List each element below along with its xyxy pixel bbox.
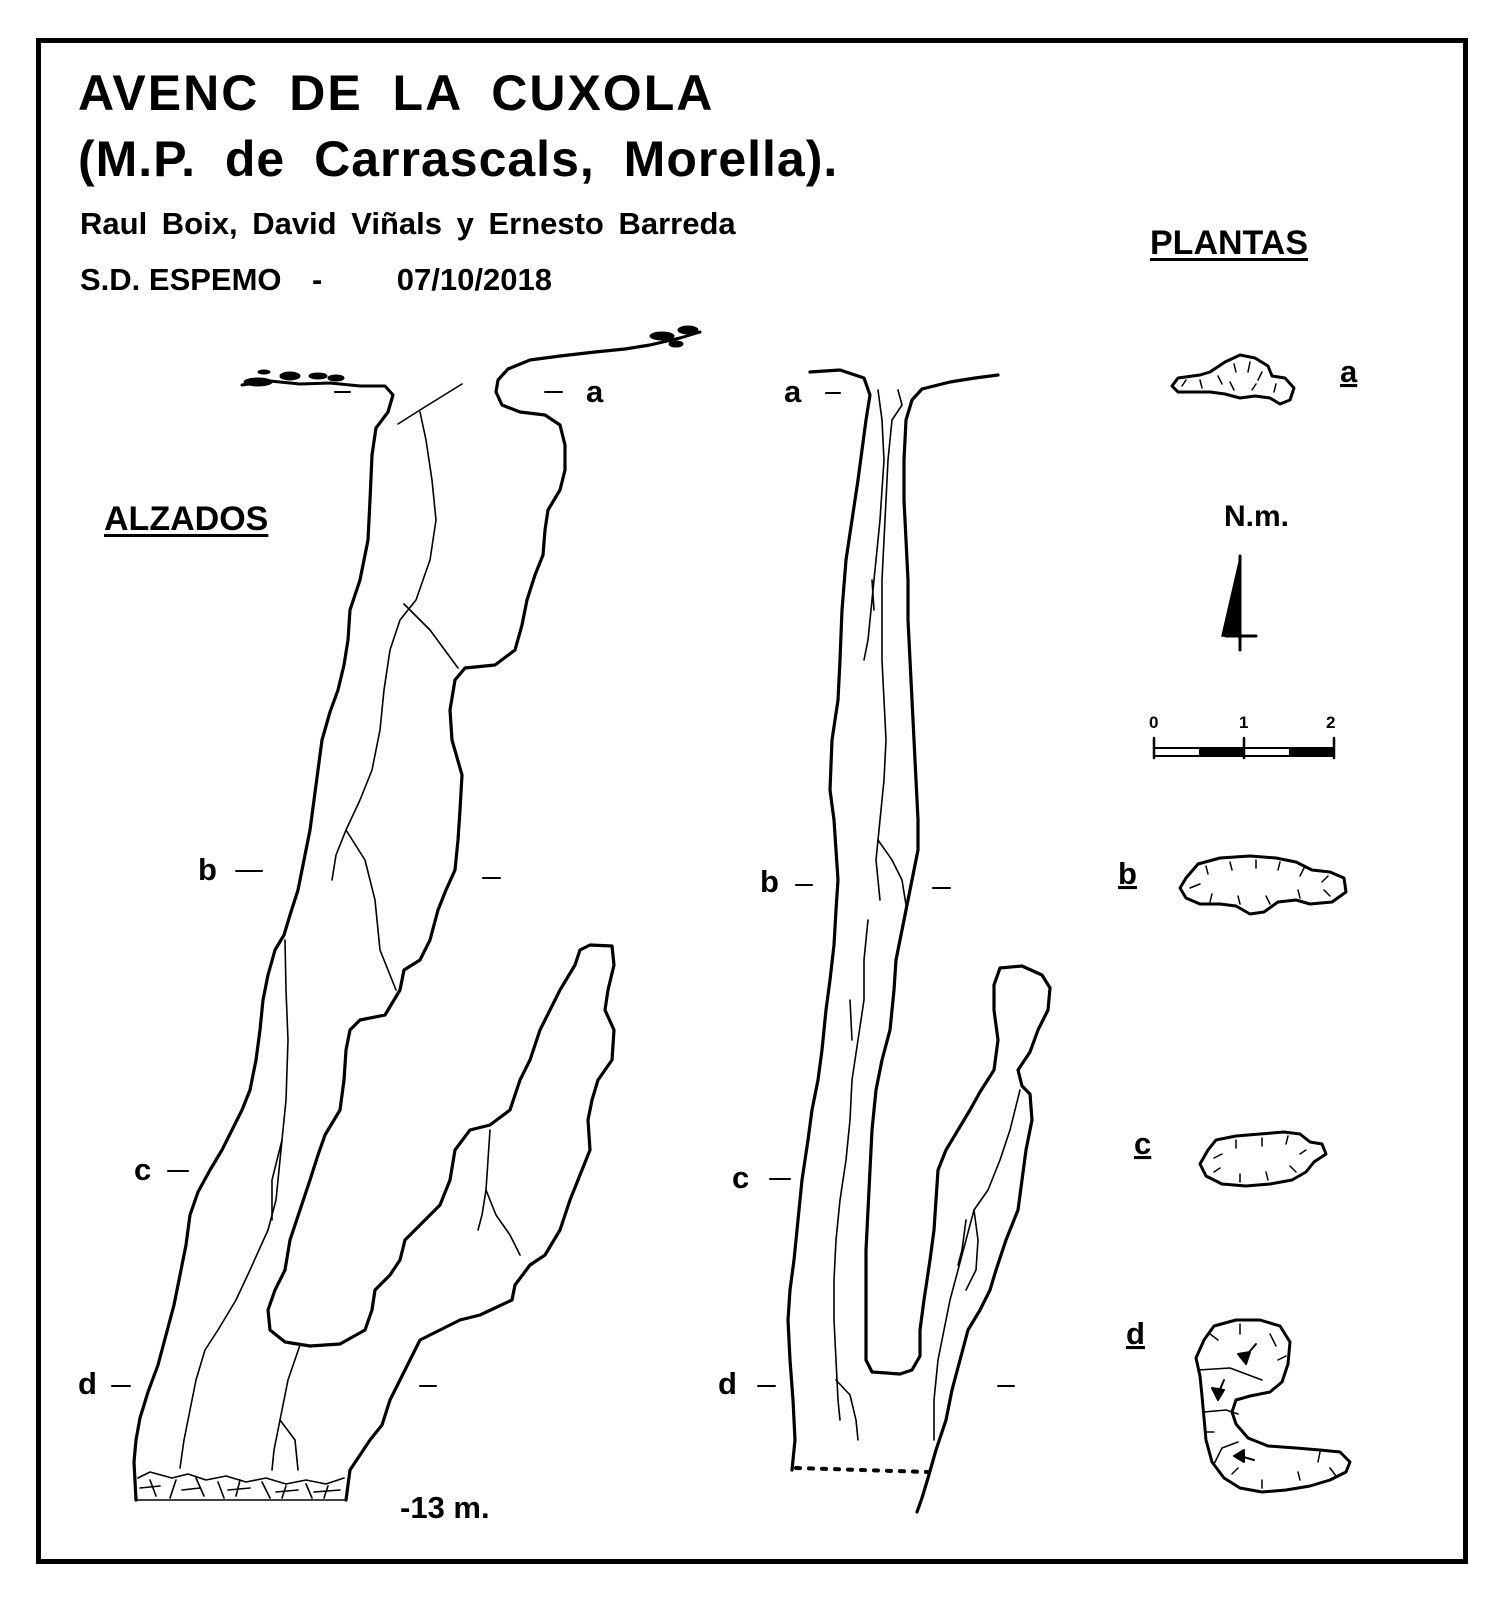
elevation-left-details — [180, 384, 520, 1470]
plan-d — [1196, 1320, 1350, 1492]
elev-left-section-c: c — [134, 1152, 152, 1187]
plan-label-d: d — [1126, 1316, 1145, 1351]
elev-mid-section-c: c — [732, 1160, 750, 1195]
north-arrow-icon — [1222, 556, 1256, 650]
floor-rubble — [136, 1472, 344, 1500]
north-label: N.m. — [1224, 500, 1290, 533]
plan-a — [1172, 355, 1294, 404]
club-name: S.D. ESPEMO — [80, 262, 282, 297]
scale-tick-2: 2 — [1326, 713, 1336, 732]
elev-mid-section-a: a — [784, 374, 802, 409]
elevation-middle-inner-wall — [866, 375, 1050, 1512]
plan-b — [1180, 856, 1346, 914]
elevation-left — [112, 326, 700, 1500]
scale-tick-1: 1 — [1239, 713, 1249, 732]
elev-left-section-d: d — [78, 1366, 97, 1401]
wall-left-inner — [268, 338, 680, 1500]
elev-left-section-b: b — [198, 852, 217, 887]
elevation-middle — [758, 370, 1050, 1512]
elev-mid-section-d: d — [718, 1366, 737, 1401]
plan-label-c: c — [1134, 1126, 1152, 1161]
plans-label: PLANTAS — [1150, 224, 1309, 262]
elev-mid-section-b: b — [760, 864, 779, 899]
survey-date: 07/10/2018 — [396, 262, 552, 297]
scale-tick-0: 0 — [1149, 713, 1159, 732]
plan-label-b: b — [1118, 856, 1137, 891]
plan-label-a: a — [1340, 354, 1358, 389]
survey-location: (M.P. de Carrascals, Morella). — [78, 131, 839, 187]
floor-dotted-line — [796, 1468, 928, 1472]
depth-label: -13 m. — [400, 1490, 490, 1525]
plan-c — [1200, 1132, 1326, 1186]
scale-bar — [1154, 738, 1334, 758]
club-date-separator: - — [312, 262, 323, 297]
survey-authors: Raul Boix, David Viñals y Ernesto Barreda — [80, 206, 736, 241]
survey-title: AVENC DE LA CUXOLA — [78, 65, 715, 121]
elev-left-section-a: a — [586, 374, 604, 409]
elevations-label: ALZADOS — [104, 500, 269, 538]
elevation-middle-outer-wall — [788, 370, 870, 1470]
elevation-left-ticks — [112, 392, 562, 1386]
